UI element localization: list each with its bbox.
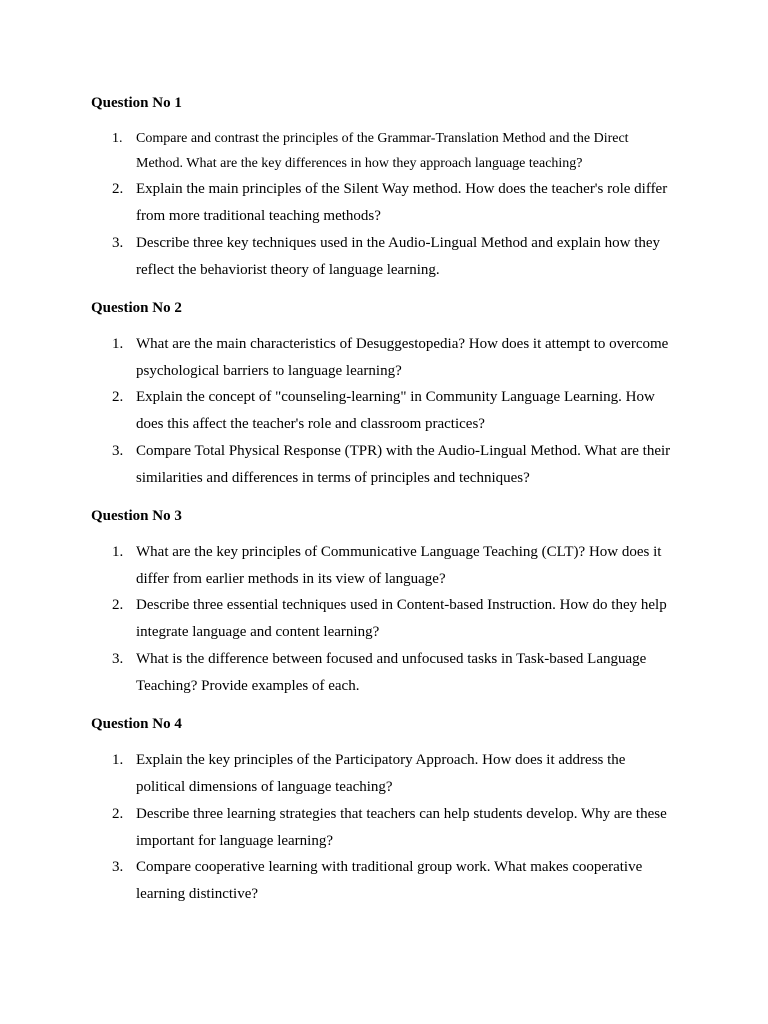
question-text: Compare and contrast the principles of the Grammar-Translation Method and the Direct Method. What are the key differences in how they approach language teaching? [136,131,629,171]
section-heading-1: Question No 1 [91,95,182,111]
section-heading-3: Question No 3 [91,508,182,524]
question-text: What are the key principles of Communicative Language Teaching (CLT)? How does it differ from earlier methods in its view of language? [136,544,662,587]
question-number: 3. [112,235,124,251]
question-number: 1. [112,131,123,146]
question-text: Explain the concept of "counseling-learning" in Community Language Learning. How does this affect the teacher's role and classroom practices? [136,389,655,432]
section-heading-2: Question No 2 [91,300,182,316]
question-text: Describe three essential techniques used in Content-based Instruction. How do they help integrate language and content learning? [136,597,667,640]
question-text: What is the difference between focused and unfocused tasks in Task-based Language Teaching? Provide examples of each. [136,651,647,694]
question-text: Compare Total Physical Response (TPR) with the Audio-Lingual Method. What are their similarities and differences in terms of principles and techniques? [136,443,671,486]
question-text: Describe three learning strategies that teachers can help students develop. Why are these important for language learning? [136,806,667,849]
question-text: Describe three key techniques used in the Audio-Lingual Method and explain how they reflect the behaviorist theory of language learning. [136,235,661,278]
question-number: 1. [112,544,124,560]
question-text: Explain the main principles of the Silent Way method. How does the teacher's role differ from more traditional teaching methods? [136,181,668,224]
question-number: 2. [112,389,124,405]
question-number: 3. [112,859,124,875]
question-number: 1. [112,336,124,352]
question-number: 1. [112,752,124,768]
question-text: What are the main characteristics of Desuggestopedia? How does it attempt to overcome psychological barriers to language learning? [136,336,669,379]
section-heading-4: Question No 4 [91,716,182,732]
question-text: Compare cooperative learning with traditional group work. What makes cooperative learning distinctive? [136,859,643,902]
question-number: 2. [112,181,124,197]
question-number: 3. [112,443,124,459]
question-number: 2. [112,597,124,613]
question-number: 2. [112,806,124,822]
question-number: 3. [112,651,124,667]
question-text: Explain the key principles of the Participatory Approach. How does it address the political dimensions of language teaching? [136,752,626,795]
